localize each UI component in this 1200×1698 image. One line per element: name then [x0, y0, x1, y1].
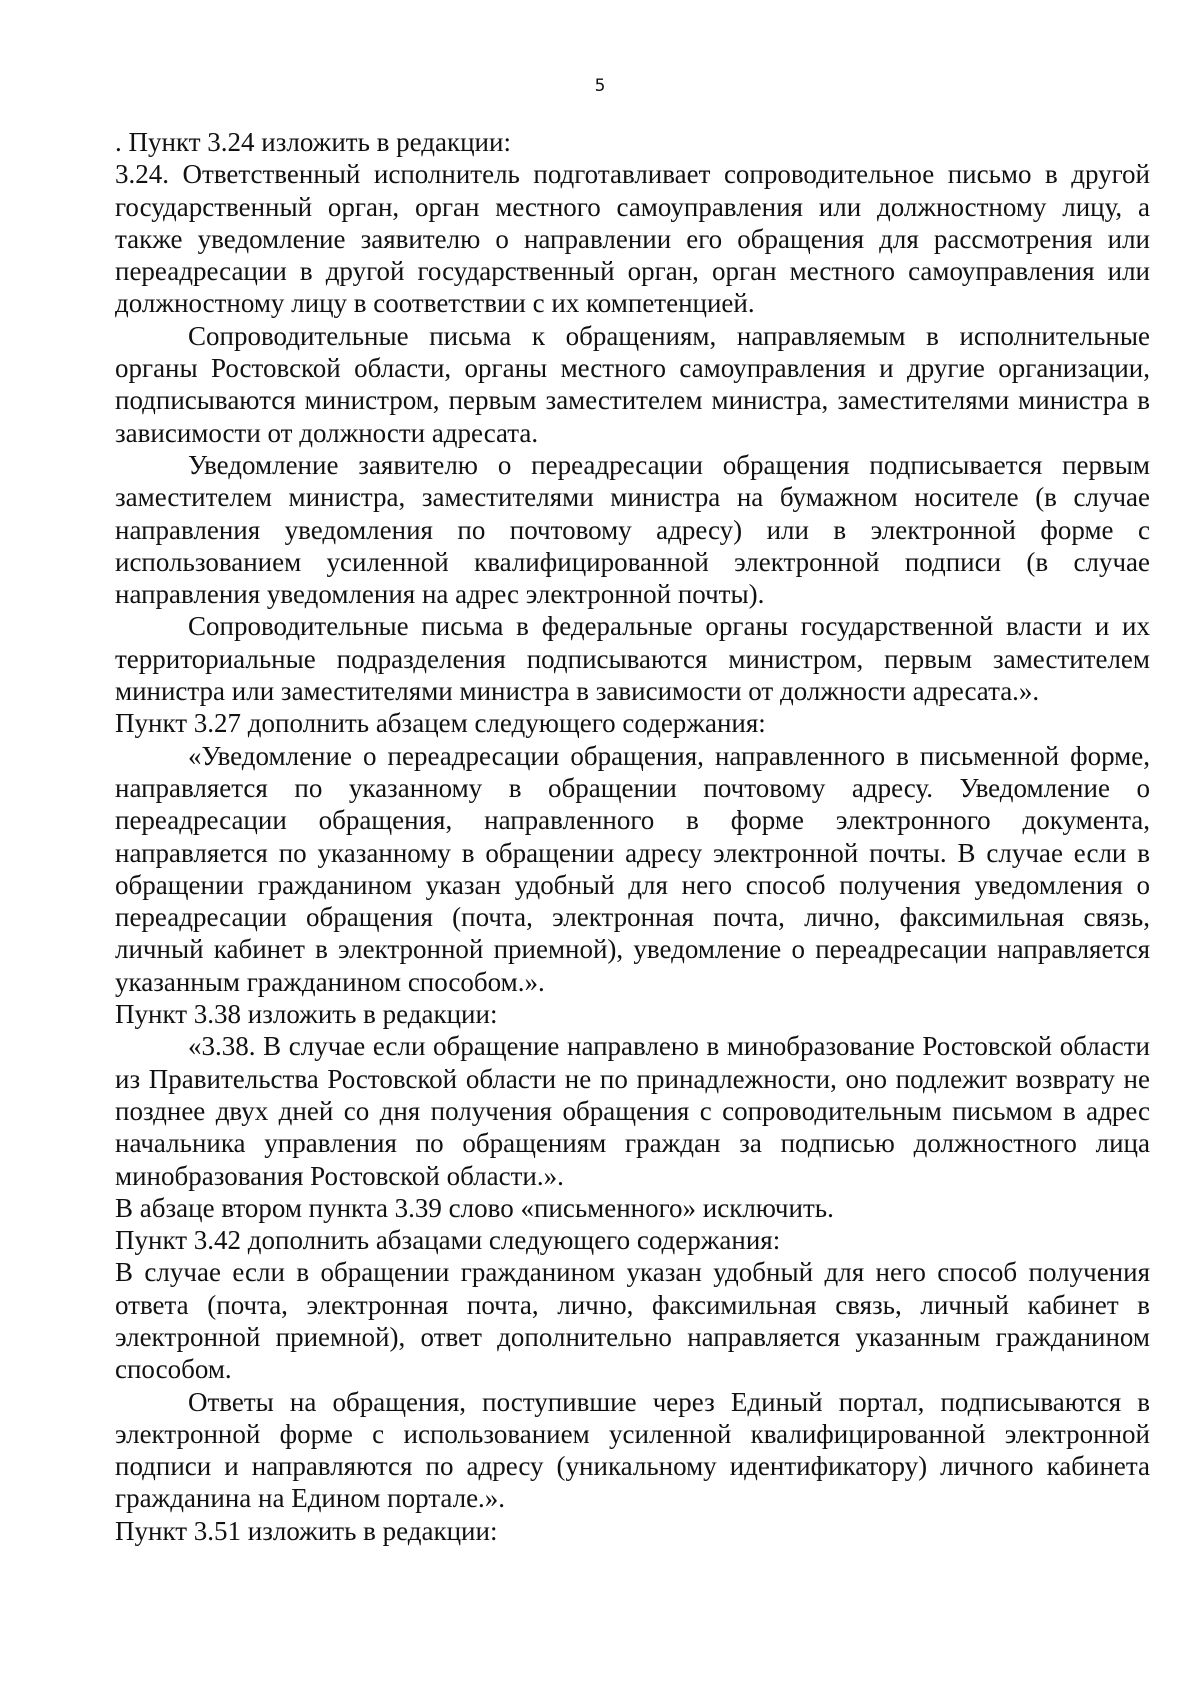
document-paragraph: В абзаце втором пункта 3.39 слово «письменного» исключить.: [115, 1192, 834, 1223]
document-paragraph: Сопроводительные письма в федеральные органы государственной власти и их территориальные подразделения подписываются министром, первым заместителем министра или заместителями министра в зависимости от должности адресата.».: [115, 611, 1150, 707]
document-paragraph: Сопроводительные письма к обращениям, направляемым в исполнительные органы Ростовской области, органы местного самоуправления и другие организации, подписываются министром, первым заместителем министра, заместителями министра в зависимости от должности адресата.: [115, 320, 1150, 448]
document-body: [115, 126, 1150, 1547]
document-paragraph: Пункт 3.38 изложить в редакции:: [115, 999, 498, 1030]
document-paragraph: . Пункт 3.24 изложить в редакции:: [115, 127, 511, 157]
document-paragraph: Пункт 3.42 дополнить абзацами следующего содержания:: [115, 1225, 781, 1256]
document-paragraph: «3.38. В случае если обращение направлено в минобразование Ростовской области из Правительства Ростовской области не по принадлежности, оно подлежит возврату не позднее двух дней со дня получения обращения с сопроводительным письмом в адрес начальника управления по обращениям граждан за подписью должностного лица минобразования Ростовской области.».: [115, 1031, 1150, 1191]
document-paragraph: Пункт 3.51 изложить в редакции:: [115, 1515, 498, 1546]
document-paragraph: «Уведомление о переадресации обращения, направленного в письменной форме, направляется по указанному в обращении почтовому адресу. Уведомление о переадресации обращения, направленного в форме электронного документа, направляется по указанному в обращении адресу электронной почты. В случае если в обращении гражданином указан удобный для него способ получения уведомления о переадресации обращения (почта, электронная почта, лично, факсимильная связь, личный кабинет в электронной приемной), уведомление о переадресации направляется указанным гражданином способом.».: [115, 740, 1150, 997]
document-paragraph: В случае если в обращении гражданином указан удобный для него способ получения ответа (почта, электронная почта, лично, факсимильная связь, личный кабинет в электронной приемной), ответ дополнительно направляется указанным гражданином способом.: [115, 1257, 1150, 1385]
document-paragraph: Ответы на обращения, поступившие через Единый портал, подписываются в электронной форме с использованием усиленной квалифицированной электронной подписи и направляются по адресу (уникальному идентификатору) личного кабинета гражданина на Едином портале.».: [115, 1386, 1150, 1514]
document-paragraph: Уведомление заявителю о переадресации обращения подписывается первым заместителем министра, заместителями министра на бумажном носителе (в случае направления уведомления по почтовому адресу) или в электронной форме с использованием усиленной квалифицированной электронной подписи (в случае направления уведомления на адрес электронной почты).: [115, 449, 1150, 610]
document-paragraph: 3.24. Ответственный исполнитель подготавливает сопроводительное письмо в другой государственный орган, орган местного самоуправления или должностному лицу, а также уведомление заявителю о направлении его обращения для рассмотрения или переадресации в другой государственный орган, орган местного самоуправления или должностному лицу в соответствии с их компетенцией.: [115, 159, 1150, 319]
page-number: 5: [594, 76, 606, 96]
document-paragraph: Пункт 3.27 дополнить абзацем следующего содержания:: [115, 708, 766, 739]
